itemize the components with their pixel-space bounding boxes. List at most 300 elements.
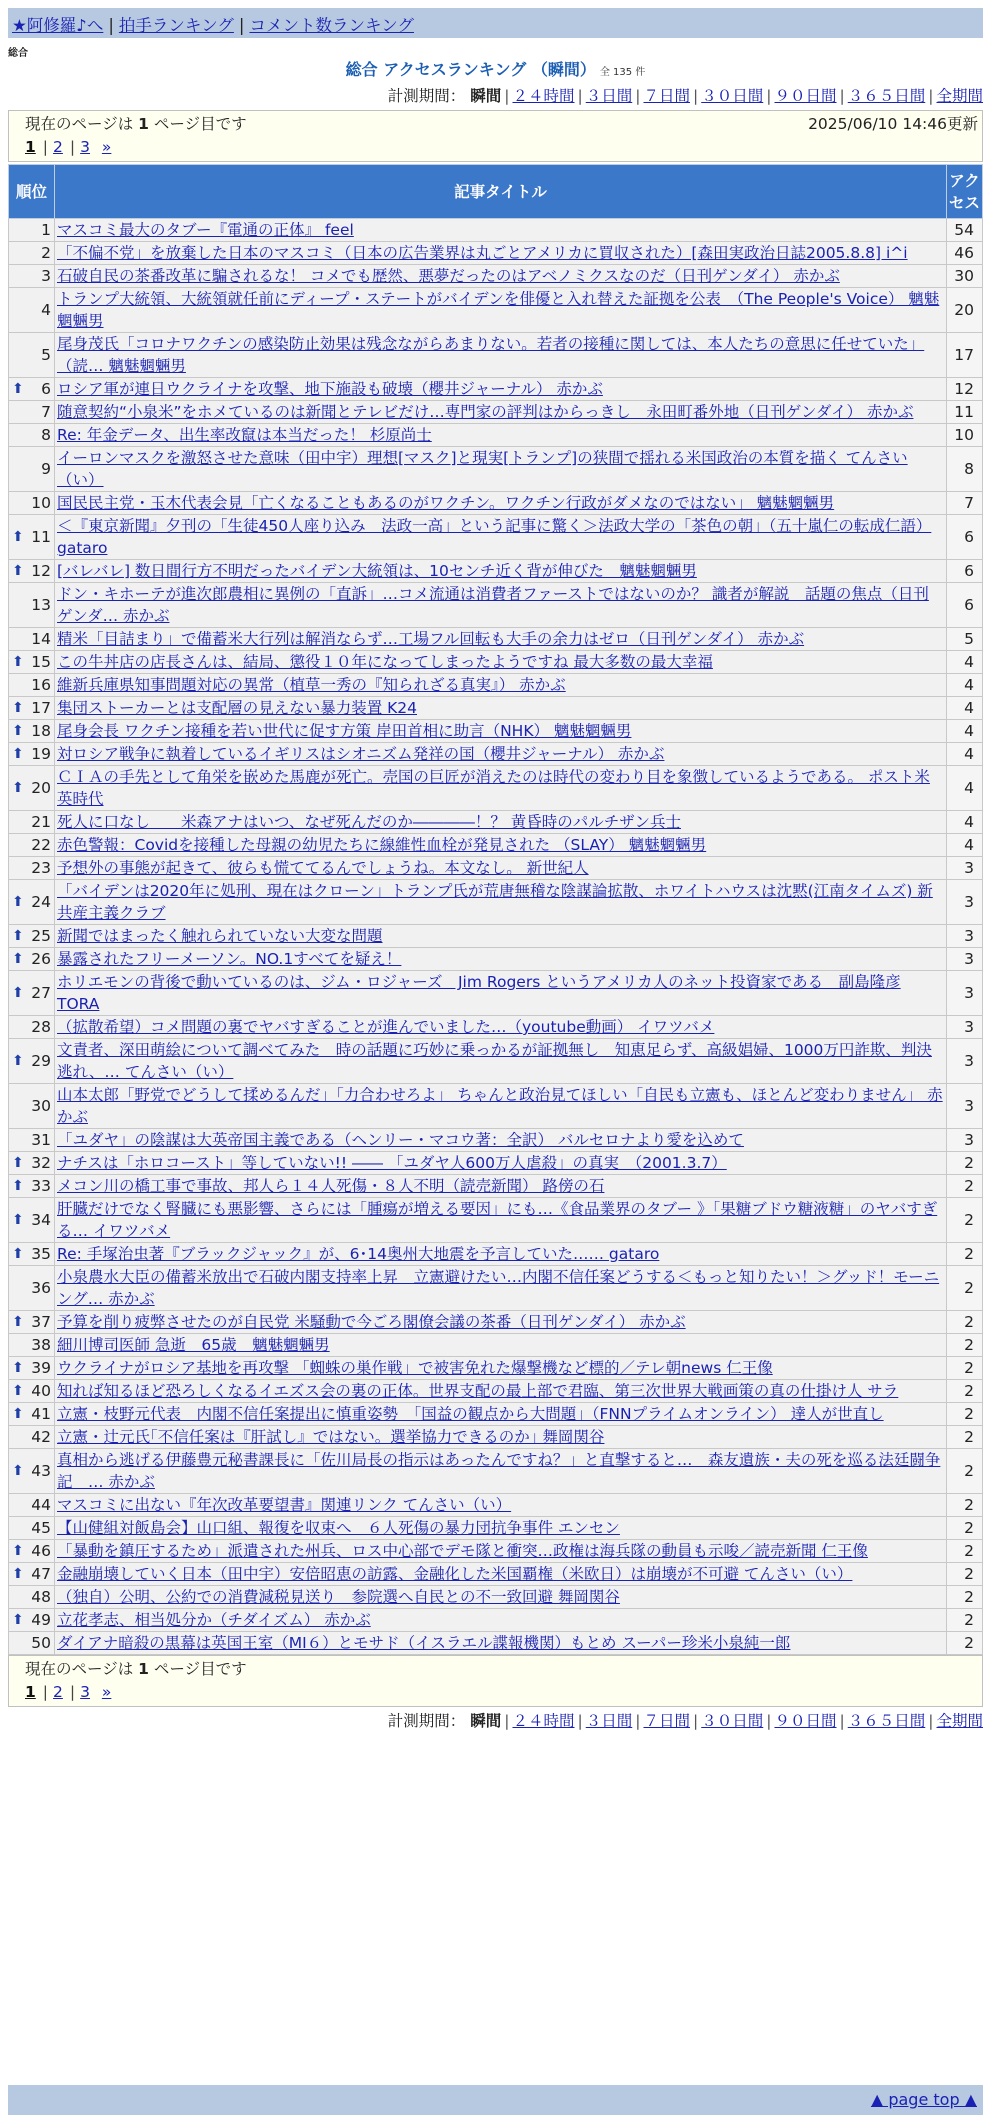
period-label: 計測期間： [387,87,466,105]
access-count: 11 [947,401,983,424]
rank-cell [9,242,55,265]
period-selector-bottom: 計測期間： 瞬間 | ２４時間 | ３日間 | ７日間 | ３０日間 | ９０日間 | ３６５日間 | 全期間 [387,1712,983,1730]
pagination: 1 | 2 | 3 » [25,1683,112,1701]
table-row [9,1266,983,1311]
article-link[interactable]: マスコミ最大のタブー『電通の正体』 feel [57,221,354,239]
period-link-24h[interactable]: ２４時間 [512,1712,575,1730]
access-count: 2 [947,1517,983,1540]
article-link[interactable]: ウクライナがロシア基地を再攻撃 「蜘蛛の巣作戦」で被害免れた爆撃機など標的／テレ朝news 仁王像 [57,1359,773,1377]
table-row [9,1129,983,1152]
rank-number: 7 [41,403,51,421]
up-arrow-icon: ⬆ [12,1155,24,1171]
page-next[interactable]: » [101,138,112,156]
rank-number: 39 [31,1359,51,1377]
table-row [9,1517,983,1540]
article-link[interactable]: 金融崩壊していく日本（田中宇）安倍昭恵の訪露、金融化した米国覇権（米欧日）は崩壊が不可避 てんさい（い） [57,1565,853,1583]
period-selector-top: 計測期間： 瞬間 | ２４時間 | ３日間 | ７日間 | ３０日間 | ９０日間 | ３６５日間 | 全期間 [387,87,983,105]
table-row [9,880,983,925]
access-count: 4 [947,697,983,720]
rank-cell [9,1449,55,1494]
article-link[interactable]: 石破自民の茶番改革に騙されるな！ コメでも歴然、悪夢だったのはアベノミクスなのだ（日刊ゲンダイ） 赤かぶ [57,267,840,285]
article-link[interactable]: 細川博司医師 急逝 65歳 魑魅魍魎男 [57,1336,330,1354]
article-link[interactable]: 赤色警報：Covidを接種した母親の幼児たちに線維性血栓が発見された （SLAY） 魑魅魍魎男 [57,836,707,854]
access-count: 54 [947,219,983,242]
up-arrow-icon: ⬆ [12,1178,24,1194]
table-row [9,1016,983,1039]
access-count: 2 [947,1426,983,1449]
table-row [9,1632,983,1655]
rank-cell [9,378,55,401]
updated-timestamp: 2025/06/10 14:46更新 [808,115,978,133]
pagination: 1 | 2 | 3 » [25,138,112,156]
access-count: 4 [947,743,983,766]
access-count: 3 [947,1016,983,1039]
table-row [9,1586,983,1609]
table-row [9,1540,983,1563]
rank-number: 6 [41,380,51,398]
nav-separator: | [108,16,114,35]
page-current: 1 [25,138,36,156]
title-cell [55,1609,947,1632]
rank-cell [9,628,55,651]
access-count: 2 [947,1311,983,1334]
rank-number: 42 [31,1428,51,1446]
rank-cell [9,1084,55,1129]
table-row [9,1563,983,1586]
title-cell [55,811,947,834]
article-link[interactable]: 死人に口なし 米森アナはいつ、なぜ死んだのか――――！？ 黄昏時のパルチザン兵士 [57,813,681,831]
title-cell [55,1403,947,1426]
page-link-3[interactable]: 3 [80,138,91,156]
article-link[interactable]: トランプ大統領、大統領就任前にディープ・ステートがバイデンを俳優と入れ替えた証拠を公表 （The People's Voice） 魑魅魍魎男 [57,290,940,330]
up-arrow-icon: ⬆ [12,1383,24,1399]
title-cell [55,424,947,447]
rank-cell [9,925,55,948]
nav-link-applause-ranking[interactable]: 拍手ランキング [118,16,234,35]
table-header-row [9,165,983,219]
up-arrow-icon: ⬆ [12,700,24,716]
period-link-7d[interactable]: ７日間 [643,87,690,105]
article-link[interactable]: この牛丼店の店長さんは、結局、懲役１０年になってしまったようですね 最大多数の最大幸福 [57,653,713,671]
table-row [9,766,983,811]
rank-number: 27 [31,984,51,1002]
rank-cell [9,1311,55,1334]
table-row [9,1426,983,1449]
access-count: 46 [947,242,983,265]
up-arrow-icon: ⬆ [12,928,24,944]
article-link[interactable]: 山本太郎「野党でどうして揉めるんだ」「力合わせろよ」 ちゃんと政治見てほしい「自民も立憲も、ほとんど変わりません」 赤かぶ [57,1086,943,1126]
up-arrow-icon: ⬆ [12,894,24,910]
footer-bar [8,2085,983,2115]
rank-number: 16 [31,676,51,694]
article-link[interactable]: イーロンマスクを激怒させた意味（田中宇）理想[マスク]と現実[トランプ]の狭間で揺れる米国政治の本質を描く てんさい（い） [57,449,908,489]
period-link-24h[interactable]: ２４時間 [512,87,575,105]
article-link[interactable]: 暴露されたフリーメーソン。NO.1すべてを疑え！ [57,950,402,968]
rank-cell [9,880,55,925]
up-arrow-icon: ⬆ [12,1360,24,1376]
title-cell [55,880,947,925]
access-count: 4 [947,811,983,834]
rank-number: 19 [31,745,51,763]
table-row [9,378,983,401]
access-count: 2 [947,1403,983,1426]
rank-number: 13 [31,596,51,614]
pager-box-top [8,110,983,162]
article-link[interactable]: 【山健組対飯島会】山口組、報復を収束へ ６人死傷の暴力団抗争事件 エンセン [57,1519,620,1537]
title-cell [55,1494,947,1517]
rank-cell [9,674,55,697]
article-link[interactable]: ダイアナ暗殺の黒幕は英国王室（MI６）とモサド（イスラエル諜報機関）もとめ スーパー珍米小泉純一郎 [57,1634,791,1652]
table-row [9,1334,983,1357]
table-row [9,447,983,492]
rank-cell [9,834,55,857]
period-link-3d[interactable]: ３日間 [585,1712,633,1730]
access-count: 2 [947,1632,983,1655]
article-link[interactable]: 肝臓だけでなく腎臓にも悪影響、さらには「腫瘍が増える要因」にも…《食品業界のタブー 》「果糖ブドウ糖液糖」のヤバすぎる… イワツバメ [57,1200,938,1240]
title-cell [55,743,947,766]
rank-number: 49 [31,1611,51,1629]
table-row [9,743,983,766]
rank-number: 22 [31,836,51,854]
rank-cell [9,1152,55,1175]
article-link[interactable]: [バレバレ] 数日間行方不明だったバイデン大統領は、10センチ近く背が伸びた 魑魅魍魎男 [57,562,697,580]
period-link-365d[interactable]: ３６５日間 [847,87,926,105]
rank-cell [9,515,55,560]
nav-separator: | [238,16,245,35]
table-row [9,1175,983,1198]
rank-cell [9,1517,55,1540]
rank-cell [9,1632,55,1655]
up-arrow-icon: ⬆ [12,381,24,397]
rank-cell [9,948,55,971]
rank-number: 8 [41,426,51,444]
title-cell [55,651,947,674]
top-nav-bar [8,8,983,38]
title-cell [55,265,947,288]
page-link-2[interactable]: 2 [53,138,63,156]
rank-number: 44 [31,1496,51,1514]
rank-cell [9,720,55,743]
table-row [9,401,983,424]
rank-number: 18 [31,722,51,740]
rank-number: 50 [31,1634,51,1652]
table-row [9,1039,983,1084]
period-link-90d[interactable]: ９０日間 [774,87,837,105]
rank-number: 38 [31,1336,51,1354]
title-cell [55,447,947,492]
title-cell [55,1334,947,1357]
table-row [9,674,983,697]
up-arrow-icon: ⬆ [12,1212,24,1228]
table-row [9,583,983,628]
table-row [9,492,983,515]
article-link[interactable]: 予想外の事態が起きて、彼らも慌ててるんでしょうね。本文なし。 新世紀人 [57,859,589,877]
nav-link-comment-ranking[interactable]: コメント数ランキング [249,16,414,35]
access-count: 4 [947,834,983,857]
table-row [9,811,983,834]
period-link-365d[interactable]: ３６５日間 [847,1712,926,1730]
access-count: 2 [947,1563,983,1586]
access-count: 2 [947,1198,983,1243]
article-link[interactable]: ナチスは「ホロコースト」等していない!! ―― 「ユダヤ人600万人虐殺」の真実 （2001.3.7） [57,1154,727,1172]
access-count: 4 [947,651,983,674]
rank-cell [9,447,55,492]
rank-cell [9,492,55,515]
period-label: 計測期間： [387,1712,466,1730]
title-cell [55,1266,947,1311]
period-link-30d[interactable]: ３０日間 [701,1712,764,1730]
rank-cell [9,1198,55,1243]
page-heading [0,60,991,83]
period-link-all[interactable]: 全期間 [936,1712,983,1730]
article-link[interactable]: 立憲・枝野元代表 内閣不信任案提出に慎重姿勢 「国益の観点から大問題」（FNNプライムオンライン） 達人が世直し [57,1405,884,1423]
article-link[interactable]: 文責者、深田萌絵について調べてみた 時の話題に巧妙に乗っかるが証拠無し 知恵足らず、高級娼婦、1000万円詐欺、判決逃れ、… てんさい（い） [57,1041,932,1081]
pager-box-bottom [8,1655,983,1707]
title-cell [55,1357,947,1380]
rank-cell [9,1540,55,1563]
article-link[interactable]: 「ユダヤ」の陰謀は大英帝国主義である（ヘンリー・マコウ著：全訳） バルセロナより愛を込めて [57,1131,744,1149]
rank-number: 33 [31,1177,51,1195]
table-row [9,560,983,583]
rank-number: 31 [31,1131,51,1149]
rank-cell [9,1357,55,1380]
rank-cell [9,1609,55,1632]
page-link-3[interactable]: 3 [80,1683,91,1701]
table-row [9,971,983,1016]
access-count: 4 [947,766,983,811]
table-row [9,834,983,857]
rank-cell [9,1243,55,1266]
article-link[interactable]: 国民民主党・玉木代表会見「亡くなることもあるのがワクチン。ワクチン行政がダメなのではない」 魑魅魍魎男 [57,494,835,512]
article-link[interactable]: ＜『東京新聞』夕刊の「生徒450人座り込み 法政一高」という記事に驚く＞法政大学の「茶色の朝」（五十嵐仁の転成仁語） gataro [57,517,932,557]
article-link[interactable]: 「不偏不党」を放棄した日本のマスコミ（日本の広告業界は丸ごとアメリカに買収された）[森田実政治日誌2005.8.8] i^i [57,244,908,262]
rank-cell [9,1380,55,1403]
access-count: 2 [947,1380,983,1403]
access-count: 20 [947,288,983,333]
table-row [9,1243,983,1266]
period-link-30d[interactable]: ３０日間 [701,87,764,105]
article-link[interactable]: 立花孝志、相当処分か（チダイズム） 赤かぶ [57,1611,371,1629]
table-row [9,1403,983,1426]
table-row [9,1311,983,1334]
rank-number: 14 [31,630,51,648]
article-link[interactable]: ホリエモンの背後で動いているのは、ジム・ロジャーズ Jim Rogers というアメリカ人のネット投資家である 副島隆彦 TORA [57,973,901,1013]
rank-cell [9,697,55,720]
rank-cell [9,1266,55,1311]
rank-number: 21 [31,813,51,831]
article-link[interactable]: Re: 年金データ、出生率改竄は本当だった！ 杉原尚士 [57,426,432,444]
rank-number: 25 [31,927,51,945]
rank-number: 34 [31,1211,51,1229]
page-title: 総合 アクセスランキング （瞬間） [345,60,596,79]
access-count: 3 [947,971,983,1016]
page-next[interactable]: » [101,1683,112,1701]
access-count: 4 [947,674,983,697]
article-link[interactable]: （独自）公明、公約での消費減税見送り 参院選へ自民との不一致回避 舞岡関谷 [57,1588,620,1606]
title-cell [55,1129,947,1152]
rank-number: 32 [31,1154,51,1172]
table-row [9,219,983,242]
article-link[interactable]: 「バイデンは2020年に処刑、現在はクローン」トランプ氏が荒唐無稽な陰謀論拡散、ホワイトハウスは沈黙(江南タイムズ) 新共産主義クラブ [57,882,933,922]
article-link[interactable]: 維新兵庫県知事問題対応の異常（植草一秀の『知られざる真実』） 赤かぶ [57,676,566,694]
article-link[interactable]: マスコミに出ない『年次改革要望書』関連リンク てんさい（い） [57,1496,512,1514]
up-arrow-icon: ⬆ [12,1612,24,1628]
up-arrow-icon: ⬆ [12,1406,24,1422]
article-link[interactable]: 小泉農水大臣の備蓄米放出で石破内閣支持率上昇 立憲避けたい…内閣不信任案どうする＜もっと知りたい！＞グッド！モーニング… 赤かぶ [57,1268,940,1308]
up-arrow-icon: ⬆ [12,1463,24,1479]
ranking-table [8,164,983,1655]
period-current: 瞬間 [470,1712,502,1730]
access-count: 2 [947,1494,983,1517]
nav-link-ashura[interactable]: ★阿修羅♪へ [12,16,104,35]
article-link[interactable]: ロシア軍が連日ウクライナを攻撃、地下施設も破壊（櫻井ジャーナル） 赤かぶ [57,380,603,398]
rank-cell [9,857,55,880]
rank-number: 48 [31,1588,51,1606]
rank-number: 1 [41,221,51,239]
access-count: 2 [947,1175,983,1198]
up-arrow-icon: ⬆ [12,1314,24,1330]
article-link[interactable]: 真相から逃げる伊藤豊元秘書課長に「佐川局長の指示はあったんですね？」と直撃すると… 森友遺族・夫の死を巡る法廷闘争記 … 赤かぶ [57,1451,941,1491]
article-link[interactable]: 集団ストーカーとは支配層の見えない暴力装置 K24 [57,699,418,717]
title-cell [55,674,947,697]
table-row [9,1609,983,1632]
page-top-link[interactable]: ▲ page top ▲ [870,2090,977,2109]
rank-cell [9,743,55,766]
article-link[interactable]: 予算を削り疲弊させたのが自民党 米騒動で今ごろ閣僚会議の茶番（日刊ゲンダイ） 赤かぶ [57,1313,686,1331]
title-cell [55,1540,947,1563]
table-row [9,242,983,265]
access-count: 3 [947,857,983,880]
article-link[interactable]: （拡散希望）コメ問題の裏でヤバすぎることが進んでいました…（youtube動画） イワツバメ [57,1018,715,1036]
article-link[interactable]: 精米「目詰まり」で備蓄米大行列は解消ならず…工場フル回転も大手の余力はゼロ（日刊ゲンダイ） 赤かぶ [57,630,805,648]
access-count: 7 [947,492,983,515]
title-cell [55,1563,947,1586]
title-cell [55,697,947,720]
access-count: 10 [947,424,983,447]
rank-cell [9,1586,55,1609]
table-row [9,628,983,651]
rank-number: 9 [41,460,51,478]
title-cell [55,1084,947,1129]
access-count: 6 [947,583,983,628]
title-cell [55,1311,947,1334]
access-count: 6 [947,560,983,583]
rank-cell [9,811,55,834]
article-link[interactable]: 立憲・辻元氏｢不信任案は『肝試し』ではない。選挙協力できるのか｣ 舞岡関谷 [57,1428,605,1446]
rank-number: 41 [31,1405,51,1423]
access-count: 3 [947,1039,983,1084]
access-count: 5 [947,628,983,651]
title-cell [55,834,947,857]
rank-number: 46 [31,1542,51,1560]
table-row [9,288,983,333]
rank-number: 24 [31,893,51,911]
title-cell [55,1586,947,1609]
article-link[interactable]: 対ロシア戦争に執着しているイギリスはシオニズム発祥の国（櫻井ジャーナル） 赤かぶ [57,745,665,763]
up-arrow-icon: ⬆ [12,1566,24,1582]
article-link[interactable]: 尾身会長 ワクチン接種を若い世代に促す方策 岸田首相に助言（NHK） 魑魅魍魎男 [57,722,632,740]
table-row [9,948,983,971]
title-cell [55,971,947,1016]
access-count: 2 [947,1586,983,1609]
title-cell [55,948,947,971]
rank-number: 2 [41,244,51,262]
rank-number: 17 [31,699,51,717]
rank-number: 15 [31,653,51,671]
article-link[interactable]: ＣＩＡの手先として角栄を嵌めた馬鹿が死亡。売国の巨匠が消えたのは時代の変わり目を象徴しているようである。 ポスト米英時代 [57,768,930,808]
title-cell [55,242,947,265]
rank-cell [9,401,55,424]
rank-cell [9,288,55,333]
access-count: 2 [947,1266,983,1311]
up-arrow-icon: ⬆ [12,723,24,739]
table-row [9,424,983,447]
title-cell [55,219,947,242]
title-cell [55,560,947,583]
article-link[interactable]: 随意契約“小泉米”をホメているのは新聞とテレビだけ…専門家の評判はからっきし 永田町番外地（日刊ゲンダイ） 赤かぶ [57,403,914,421]
rank-cell [9,333,55,378]
access-count: 3 [947,880,983,925]
title-cell [55,1039,947,1084]
up-arrow-icon: ⬆ [12,654,24,670]
title-cell [55,720,947,743]
period-link-90d[interactable]: ９０日間 [774,1712,837,1730]
rank-cell [9,1563,55,1586]
access-count: 2 [947,1243,983,1266]
table-row [9,1084,983,1129]
article-link[interactable]: 新聞ではまったく触れられていない大変な問題 [57,927,383,945]
article-link[interactable]: 尾身茂氏「コロナワクチンの感染防止効果は残念ながらあまりない。若者の接種に関しては、本人たちの意思に任せていた」 （読… 魑魅魍魎男 [57,335,925,375]
rank-number: 4 [41,301,51,319]
page-link-2[interactable]: 2 [53,1683,63,1701]
title-cell [55,1243,947,1266]
access-count: 2 [947,1449,983,1494]
rank-number: 45 [31,1519,51,1537]
rank-number: 40 [31,1382,51,1400]
table-row [9,1494,983,1517]
article-link[interactable]: 「暴動を鎮圧するため」派遣された州兵、ロス中心部でデモ隊と衝突…政権は海兵隊の動員も示唆／読売新聞 仁王像 [57,1542,868,1560]
rank-number: 36 [31,1279,51,1297]
access-count: 3 [947,948,983,971]
title-cell [55,857,947,880]
period-link-7d[interactable]: ７日間 [643,1712,690,1730]
table-row [9,515,983,560]
period-link-3d[interactable]: ３日間 [585,87,633,105]
access-count: 2 [947,1357,983,1380]
article-link[interactable]: Re: 手塚治虫著『ブラックジャック』が、6･14奥州大地震を予言していた…… gataro [57,1245,660,1263]
article-link[interactable]: ドン・キホーテが進次郎農相に異例の「直訴」…コメ流通は消費者ファーストではないのか？ 識者が解説 話題の焦点（日刊ゲンダ… 赤かぶ [57,585,929,625]
up-arrow-icon: ⬆ [12,780,24,796]
access-count: 30 [947,265,983,288]
table-row [9,1380,983,1403]
rank-number: 28 [31,1018,51,1036]
rank-cell [9,651,55,674]
access-count: 3 [947,1129,983,1152]
rank-number: 37 [31,1313,51,1331]
period-link-all[interactable]: 全期間 [936,87,983,105]
article-link[interactable]: メコン川の橋工事で事故、邦人ら１４人死傷・８人不明（読売新聞） 路傍の石 [57,1177,605,1195]
rank-cell [9,1016,55,1039]
table-row [9,925,983,948]
rank-number: 20 [31,779,51,797]
table-row [9,333,983,378]
rank-cell [9,265,55,288]
article-link[interactable]: 知れば知るほど恐ろしくなるイエズス会の裏の正体。世界支配の最上部で君臨、第三次世界大戦画策の真の仕掛け人 サラ [57,1382,899,1400]
title-cell [55,1380,947,1403]
title-cell [55,1632,947,1655]
title-cell [55,1426,947,1449]
access-count: 2 [947,1334,983,1357]
